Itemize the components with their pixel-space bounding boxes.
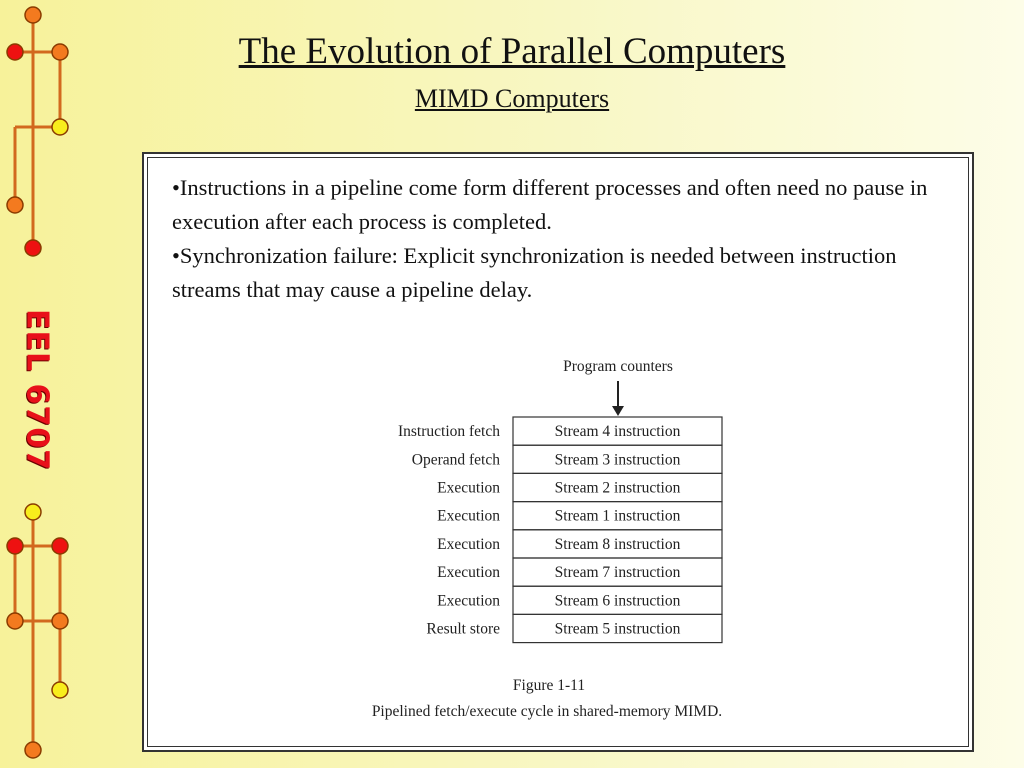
stream-instruction: Stream 6 instruction <box>554 592 681 610</box>
figure-number: Figure 1-11 <box>512 677 586 694</box>
stream-instruction: Stream 8 instruction <box>554 535 681 553</box>
arrowhead-icon <box>612 406 624 416</box>
figure-caption: Pipelined fetch/execute cycle in shared-memory MIMD. <box>371 703 723 720</box>
program-counters-label: Program counters <box>563 358 673 375</box>
course-label <box>17 300 57 480</box>
node-dot <box>52 538 68 554</box>
slide-subtitle: MIMD Computers <box>414 84 610 113</box>
stage-label: Instruction fetch <box>397 423 500 441</box>
node-dot <box>7 197 23 213</box>
node-dot <box>7 613 23 629</box>
stage-label: Execution <box>437 535 500 553</box>
pipeline-diagram <box>336 326 756 726</box>
node-dot <box>25 240 41 256</box>
stream-instruction: Stream 3 instruction <box>554 451 681 469</box>
bullet-list <box>172 171 952 307</box>
node-dot <box>52 119 68 135</box>
course-label-text: EEL 6707 <box>19 308 55 472</box>
node-dot <box>25 504 41 520</box>
stage-label: Result store <box>426 620 500 638</box>
pipeline-figure <box>336 326 756 726</box>
stream-instruction: Stream 2 instruction <box>554 479 681 497</box>
slide-title: The Evolution of Parallel Computers <box>238 31 786 72</box>
node-dot <box>25 7 41 23</box>
stage-label: Execution <box>437 564 500 582</box>
node-dot <box>52 613 68 629</box>
stage-label: Operand fetch <box>411 451 500 469</box>
stream-instruction: Stream 7 instruction <box>554 564 681 582</box>
bullet-item: •Instructions in a pipeline come form different processes and often need no pause in execution after each process is completed. <box>172 175 928 234</box>
stream-instruction: Stream 5 instruction <box>554 620 681 638</box>
node-dot <box>25 742 41 758</box>
stage-label: Execution <box>437 592 500 610</box>
stream-instruction: Stream 1 instruction <box>554 507 681 525</box>
node-dot <box>7 538 23 554</box>
stage-label: Execution <box>437 479 500 497</box>
stage-label: Execution <box>437 507 500 525</box>
bullet-item: •Synchronization failure: Explicit synchronization is needed between instruction streams that may cause a pipeline delay. <box>172 243 897 302</box>
stream-instruction: Stream 4 instruction <box>554 423 681 441</box>
node-dot <box>52 682 68 698</box>
